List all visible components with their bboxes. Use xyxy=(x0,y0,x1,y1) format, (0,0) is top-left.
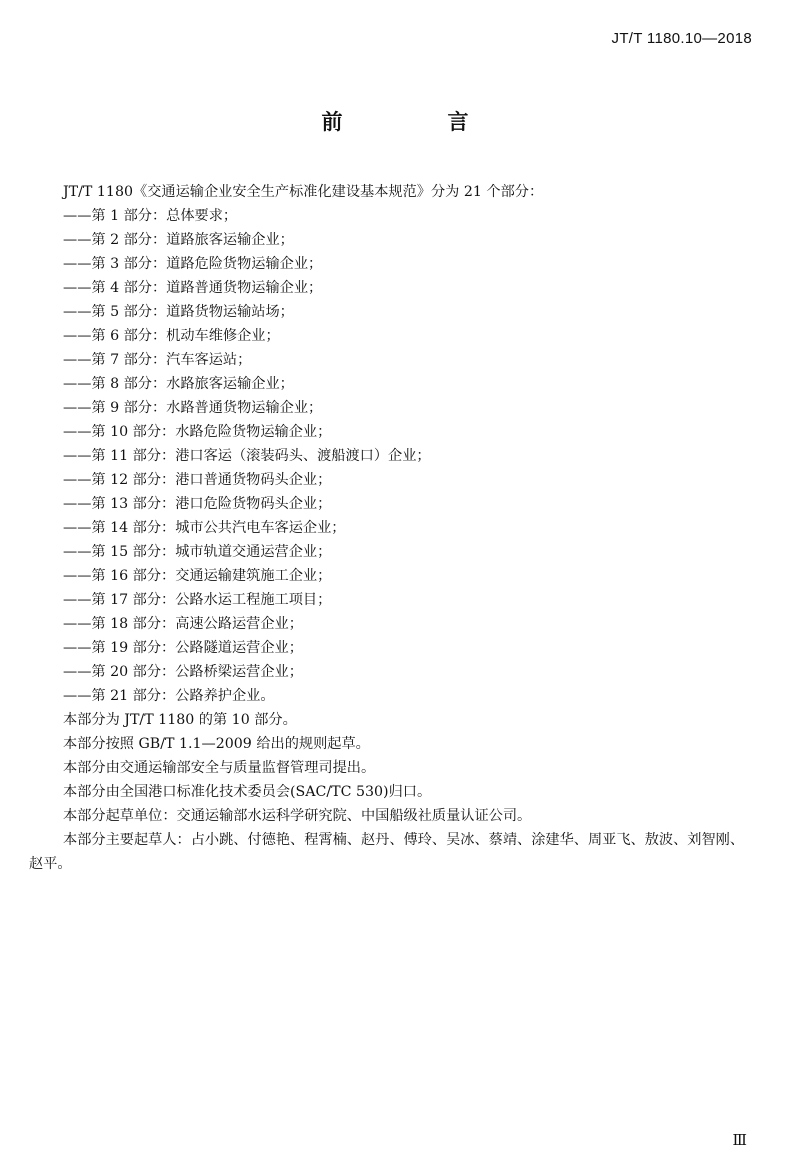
list-item: ——第 12 部分：港口普通货物码头企业； xyxy=(63,472,332,488)
paragraph-intro: JT/T 1180《交通运输企业安全生产标准化建设基本规范》分为 21 个部分： xyxy=(63,184,544,200)
page-title: 前 言 xyxy=(321,110,511,134)
list-item: ——第 14 部分：城市公共汽电车客运企业； xyxy=(63,520,346,536)
list-item: ——第 9 部分：水路普通货物运输企业； xyxy=(63,400,323,416)
list-item: ——第 17 部分：公路水运工程施工项目； xyxy=(63,592,332,608)
list-item: ——第 4 部分：道路普通货物运输企业； xyxy=(63,280,323,296)
paragraph: 本部分为 JT/T 1180 的第 10 部分。 xyxy=(63,712,297,728)
paragraph-continuation: 赵平。 xyxy=(29,856,72,872)
paragraph: 本部分由全国港口标准化技术委员会(SAC/TC 530)归口。 xyxy=(63,784,432,800)
list-item: ——第 8 部分：水路旅客运输企业； xyxy=(63,376,294,392)
list-item: ——第 13 部分：港口危险货物码头企业； xyxy=(63,496,332,512)
list-item: ——第 10 部分：水路危险货物运输企业； xyxy=(63,424,332,440)
list-item: ——第 16 部分：交通运输建筑施工企业； xyxy=(63,568,332,584)
list-item: ——第 2 部分：道路旅客运输企业； xyxy=(63,232,294,248)
list-item: ——第 3 部分：道路危险货物运输企业； xyxy=(63,256,323,272)
list-item: ——第 15 部分：城市轨道交通运营企业； xyxy=(63,544,332,560)
list-item: ——第 11 部分：港口客运（滚装码头、渡船渡口）企业； xyxy=(63,448,431,464)
standard-code: JT/T 1180.10—2018 xyxy=(611,30,752,47)
list-item: ——第 1 部分：总体要求； xyxy=(63,208,238,224)
page-number: Ⅲ xyxy=(732,1131,747,1149)
paragraph: 本部分主要起草人：占小跳、付德艳、程霄楠、赵丹、傅玲、吴冰、蔡靖、涂建华、周亚飞、敖波、刘智刚、 xyxy=(63,832,745,848)
list-item: ——第 19 部分：公路隧道运营企业； xyxy=(63,640,303,656)
paragraph: 本部分由交通运输部安全与质量监督管理司提出。 xyxy=(63,760,376,776)
paragraph: 本部分起草单位：交通运输部水运科学研究院、中国船级社质量认证公司。 xyxy=(63,808,532,824)
list-item: ——第 18 部分：高速公路运营企业； xyxy=(63,616,303,632)
list-item: ——第 5 部分：道路货物运输站场； xyxy=(63,304,294,320)
list-item: ——第 20 部分：公路桥梁运营企业； xyxy=(63,664,303,680)
list-item: ——第 6 部分：机动车维修企业； xyxy=(63,328,280,344)
list-item: ——第 21 部分：公路养护企业。 xyxy=(63,688,275,704)
paragraph: 本部分按照 GB/T 1.1—2009 给出的规则起草。 xyxy=(63,736,370,752)
list-item: ——第 7 部分：汽车客运站； xyxy=(63,352,252,368)
